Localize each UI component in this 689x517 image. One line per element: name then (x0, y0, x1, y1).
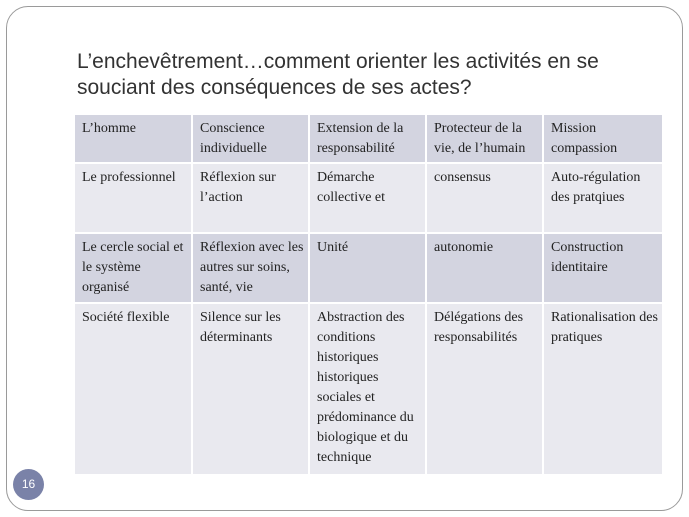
table-cell: Construction identitaire (543, 233, 662, 303)
table-cell: Mission compassion (543, 115, 662, 163)
content-table (75, 115, 662, 476)
table-cell: Unité (309, 233, 426, 303)
slide-title: L’enchevêtrement…comment orienter les activités en se souciant des conséquences de ses actes? (77, 50, 599, 99)
table-row (75, 115, 662, 163)
slide (6, 6, 683, 511)
table-row (75, 303, 662, 475)
table-cell: Abstraction des conditions historiques historiques sociales et prédominance du biologique et du technique (309, 303, 426, 475)
table-cell: Protecteur de la vie, de l’humain (426, 115, 543, 163)
table-cell: Démarche collective et (309, 163, 426, 233)
table-cell: Extension de la responsabilité (309, 115, 426, 163)
table-cell: Réflexion avec les autres sur soins, santé, vie (192, 233, 309, 303)
table-cell: consensus (426, 163, 543, 233)
table-cell: Réflexion sur l’action (192, 163, 309, 233)
table-row (75, 233, 662, 303)
table-row (75, 163, 662, 233)
page-number-badge: 16 (13, 469, 44, 500)
table-cell: autonomie (426, 233, 543, 303)
table-cell: Rationalisation des pratiques (543, 303, 662, 475)
table-cell: Délégations des responsabilités (426, 303, 543, 475)
table-cell: Le professionnel (75, 163, 192, 233)
table-cell: Société flexible (75, 303, 192, 475)
table-cell: Auto-régulation des pratqiues (543, 163, 662, 233)
table-cell: Silence sur les déterminants (192, 303, 309, 475)
table-cell: L’homme (75, 115, 192, 163)
table-cell: Le cercle social et le système organisé (75, 233, 192, 303)
table-cell: Conscience individuelle (192, 115, 309, 163)
